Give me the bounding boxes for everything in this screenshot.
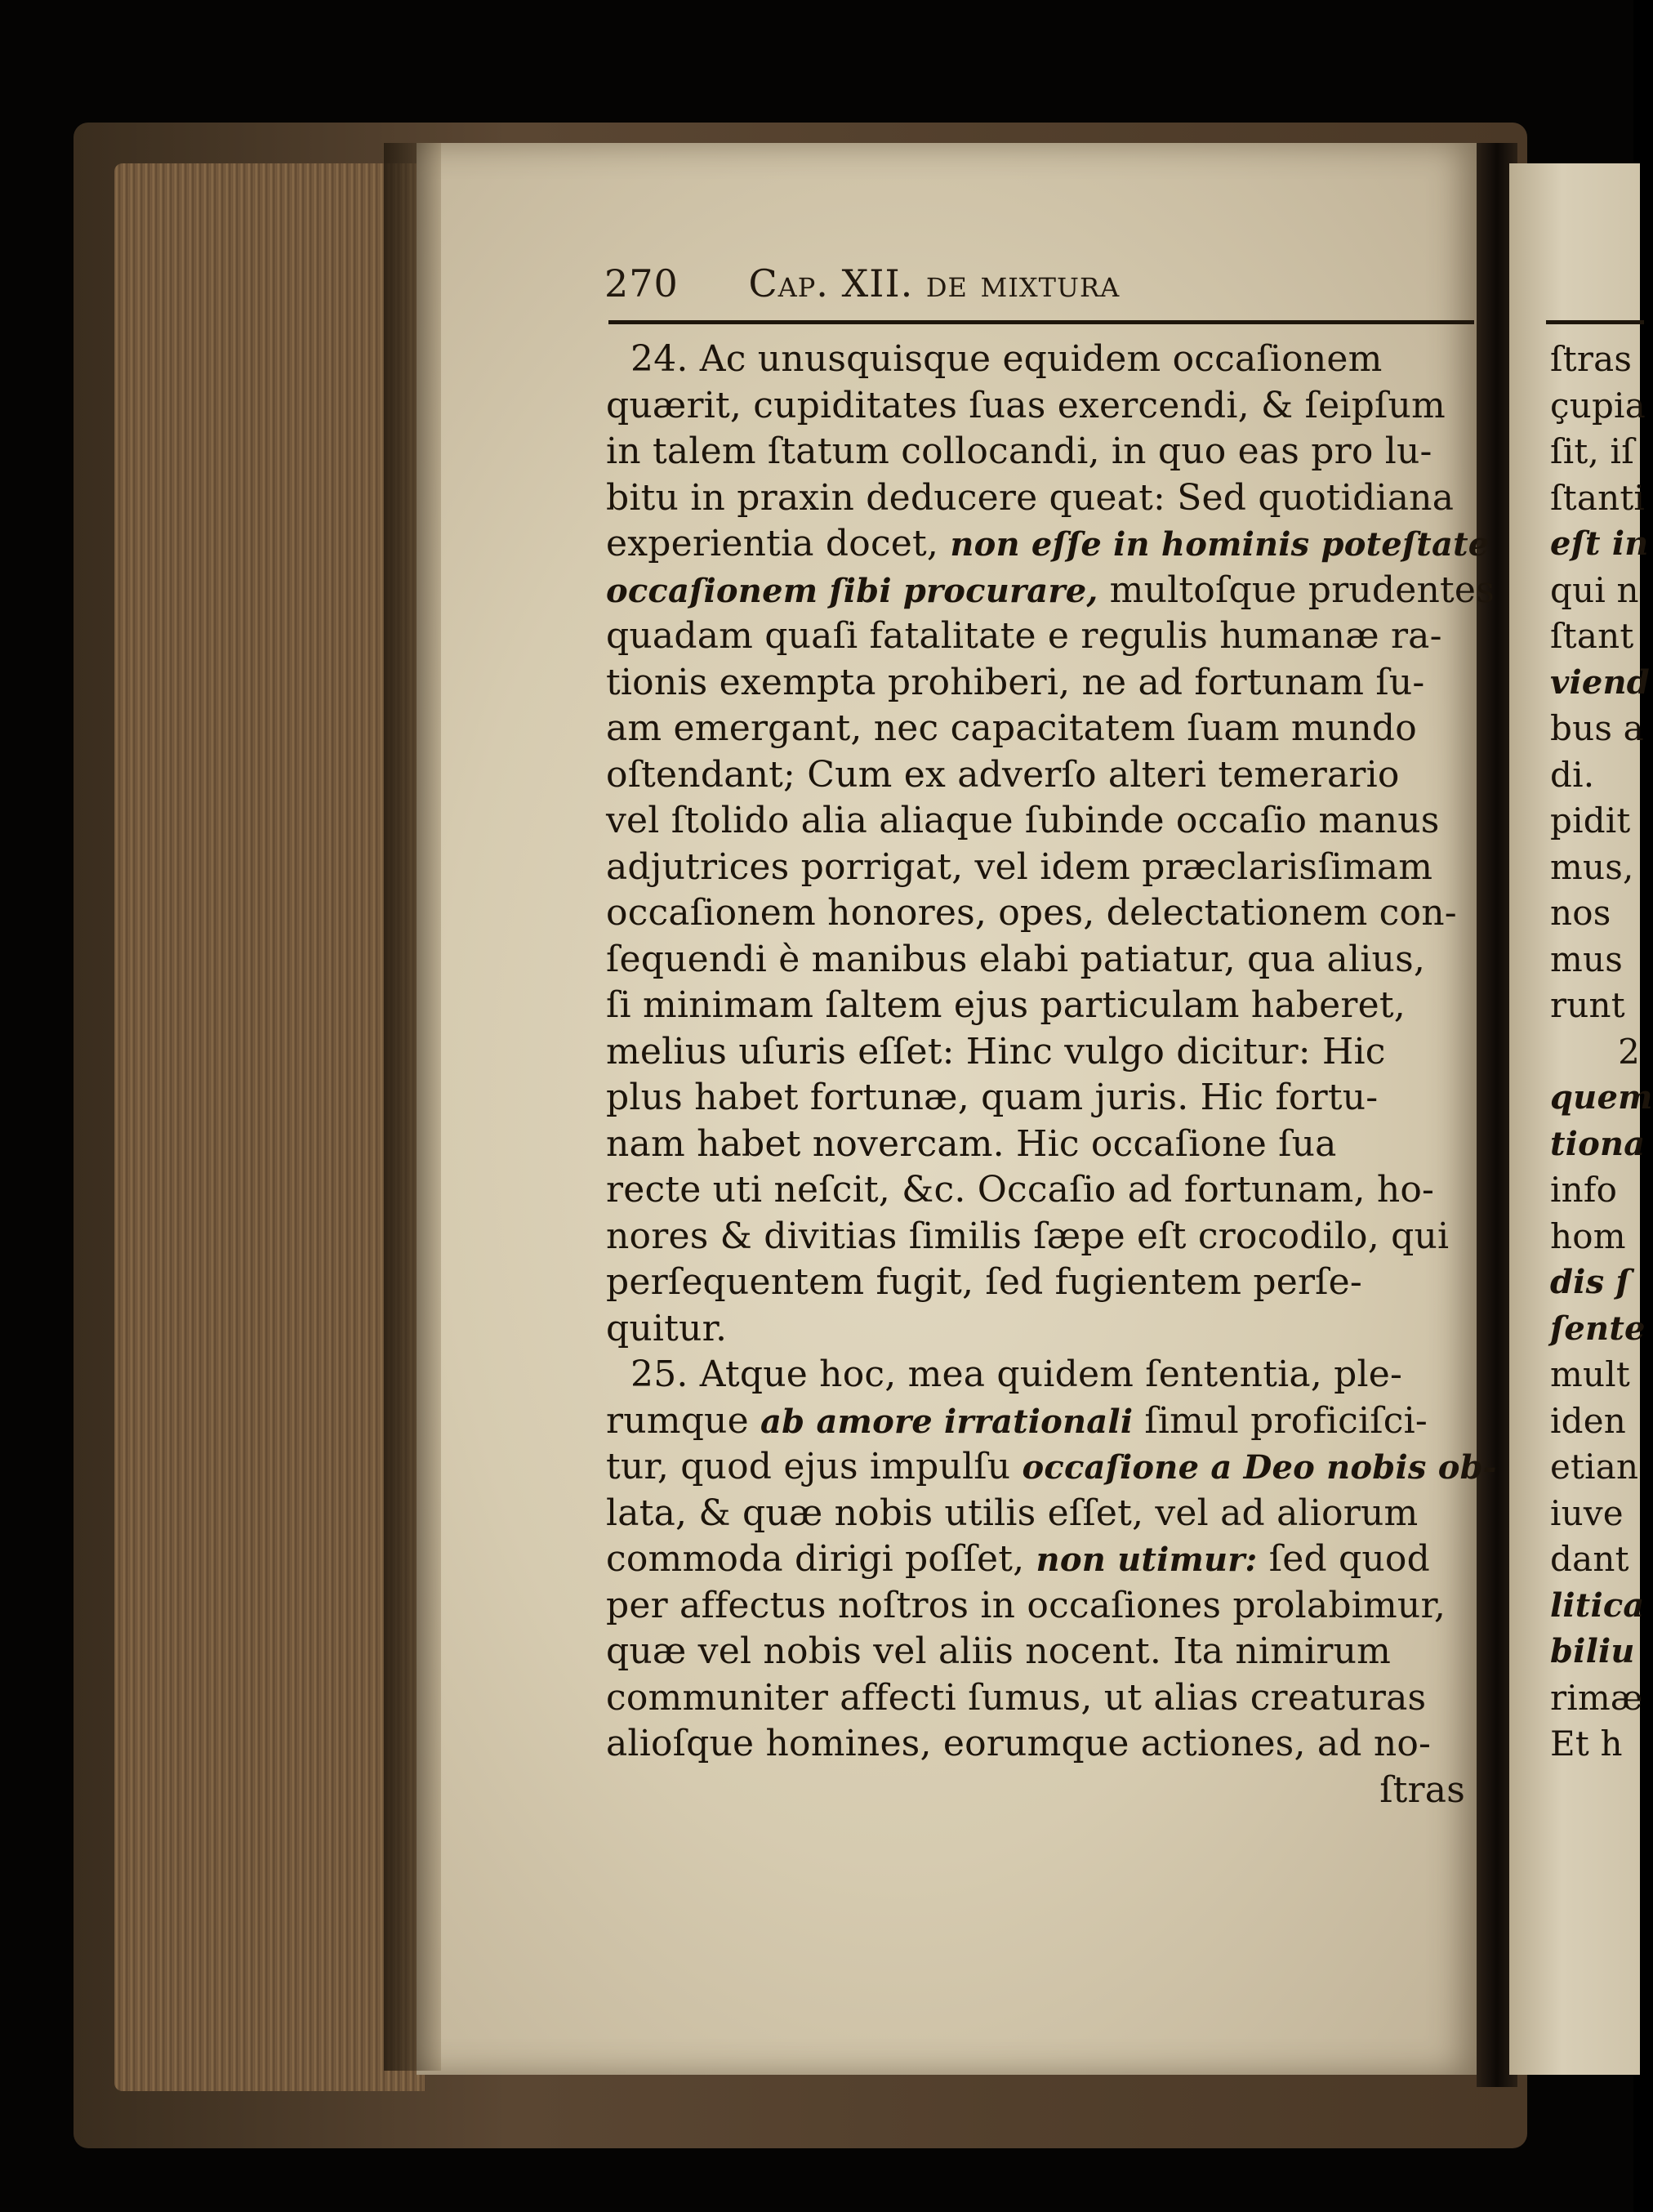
text-line: etian [1550, 1447, 1639, 1487]
text-line: litica [1550, 1585, 1645, 1625]
text-line: ſtanti [1550, 477, 1646, 518]
text-line: quærit, cupiditates ſuas exercendi, & ſeipſum [606, 384, 1446, 426]
text-span: rumque [606, 1399, 761, 1442]
text-line: nos [1550, 893, 1611, 933]
text-line: rimæ [1550, 1677, 1643, 1718]
text-line: hom [1550, 1215, 1626, 1256]
text-line [606, 1444, 1497, 1491]
text-line: iden [1550, 1400, 1627, 1441]
text-span: commoda dirigi poſſet, [606, 1538, 1036, 1580]
text-line: iuve [1550, 1492, 1624, 1533]
text-line: 2 [1618, 1031, 1640, 1072]
text-line: eſt in [1550, 524, 1649, 563]
text-line: per affectus noſtros in occaſiones prolabimur, [606, 1584, 1446, 1626]
text-line: ſtant [1550, 616, 1634, 656]
page-edge-shadow [384, 143, 441, 2071]
italic-span: non eſſe in hominis poteſtate [950, 525, 1490, 564]
text-line: 25. Atque hoc, mea quidem ſententia, ple- [630, 1354, 1403, 1395]
text-line: info [1550, 1170, 1618, 1210]
italic-span: occaſionem ſibi procurare, [606, 571, 1098, 610]
text-line: lata, & quæ nobis utilis eſſet, vel ad aliorum [606, 1492, 1419, 1534]
italic-span: non utimur: [1036, 1541, 1258, 1579]
text-line [606, 521, 1490, 568]
text-line: ſequendi è manibus elabi patiatur, qua alius, [606, 938, 1426, 980]
chapter-title: Cap. XII. de mixtura [748, 261, 1121, 305]
text-line: ſtras [1550, 339, 1633, 379]
italic-span: ab amore irrationali [760, 1402, 1134, 1441]
text-line: quæ vel nobis vel aliis nocent. Ita nimirum [606, 1630, 1392, 1672]
text-span: experientia docet, [606, 523, 951, 564]
running-head [604, 261, 1470, 319]
book-fore-edge [114, 163, 425, 2091]
text-line: in talem ſtatum collocandi, in quo eas pro lu- [606, 430, 1432, 472]
text-line: ſi minimam ſaltem ejus particulam haberet, [606, 984, 1406, 1026]
text-line: quem [1550, 1078, 1653, 1117]
text-line: dis ſ [1550, 1263, 1630, 1301]
text-line: am emergant, nec capacitatem ſuam mundo [606, 707, 1417, 749]
text-line: tionis exempta prohiberi, ne ad fortunam ſu- [606, 661, 1425, 703]
text-line: alioſque homines, eorumque actiones, ad no- [606, 1723, 1432, 1764]
text-line: pidit [1550, 801, 1631, 841]
text-line: mult [1550, 1354, 1630, 1394]
text-span: tur, quod ejus impulſu [606, 1446, 1023, 1487]
text-line: dant [1550, 1539, 1629, 1579]
text-line: biliu [1550, 1632, 1635, 1670]
text-line: qui n [1550, 569, 1639, 610]
text-line: adjutrices porrigat, vel idem præclarisſimam [606, 845, 1433, 888]
text-line: ſit, iſ [1550, 431, 1634, 471]
text-line: bitu in praxin deducere queat: Sed quotidiana [606, 476, 1455, 519]
body-text [606, 337, 1497, 1813]
page-number: 270 [604, 261, 679, 305]
right-page-rule [1546, 320, 1644, 324]
text-line: plus habet fortunæ, quam juris. Hic fortu- [606, 1077, 1379, 1118]
text-line: mus [1550, 939, 1624, 979]
text-line: recte uti neſcit, &c. Occaſio ad fortunam, ho- [606, 1169, 1435, 1211]
text-line: Et h [1550, 1724, 1623, 1764]
text-line: çupia [1550, 385, 1646, 426]
text-line: perſequentem fugit, ſed fugientem perſe- [606, 1261, 1362, 1303]
text-line: bus a [1550, 708, 1644, 748]
text-span: ſed quod [1257, 1538, 1430, 1580]
header-rule [608, 320, 1474, 324]
italic-span: occaſione a Deo nobis ob- [1022, 1448, 1497, 1487]
text-line: quadam quaſi fatalitate e regulis humanæ ra- [606, 615, 1442, 657]
text-line: nam habet novercam. Hic occaſione ſua [606, 1122, 1337, 1165]
text-line [606, 1398, 1472, 1445]
text-span: ſimul proficiſci- [1133, 1399, 1428, 1442]
text-line [606, 568, 1495, 614]
text-line: tiona [1550, 1124, 1646, 1163]
text-line: occaſionem honores, opes, delectationem con- [606, 892, 1457, 934]
text-line: 24. Ac unusquisque equidem occaſionem [630, 338, 1383, 380]
catchword: ſtras [1379, 1768, 1465, 1811]
text-line: nores & divitias ſimilis ſæpe eſt crocodilo, qui [606, 1215, 1450, 1257]
text-span: multoſque prudentes [1098, 569, 1495, 611]
text-line: melius uſuris eſſet: Hinc vulgo dicitur: Hic [606, 1030, 1386, 1073]
text-line: ſente [1550, 1309, 1646, 1348]
text-line: runt [1550, 985, 1625, 1025]
text-line: viend [1550, 662, 1650, 702]
text-line: oſtendant; Cum ex adverſo alteri temerario [606, 753, 1400, 796]
text-line: quitur. [606, 1307, 728, 1349]
text-line: communiter affecti ſumus, ut alias creaturas [606, 1676, 1427, 1719]
text-line: vel ſtolido alia aliaque ſubinde occaſio manus [606, 800, 1440, 841]
text-line: mus, [1550, 846, 1634, 887]
text-line: di. [1550, 754, 1595, 795]
text-line [606, 1536, 1472, 1583]
right-page-text [1550, 337, 1653, 1768]
